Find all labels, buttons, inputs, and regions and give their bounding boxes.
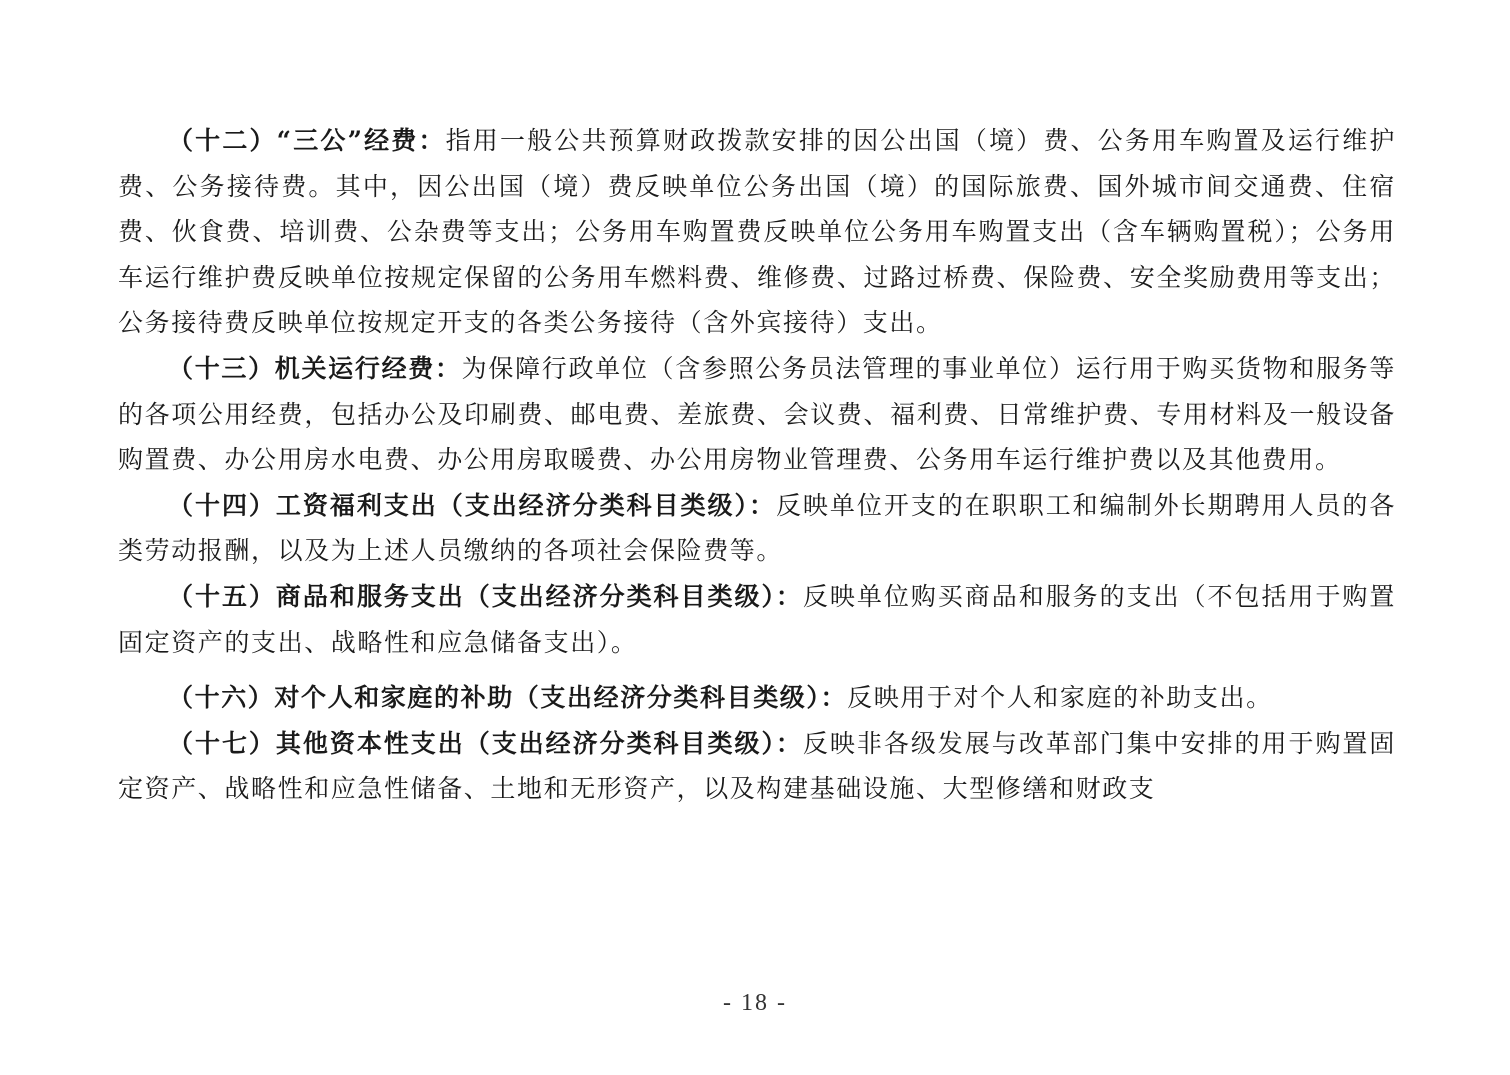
paragraph-twelve (118, 118, 1396, 346)
paragraph-heading: （十七）其他资本性支出（支出经济分类科目类级）： (168, 728, 803, 758)
paragraph-sixteen (118, 675, 1396, 721)
paragraph-heading: （十四）工资福利支出（支出经济分类科目类级）： (168, 490, 776, 520)
paragraph-text: 反映单位开支的在职职工和编制外长期聘用人员的各类劳动报酬，以及为上述人员缴纳的各项社会保险费等。 (118, 490, 1396, 566)
paragraph-fourteen (118, 483, 1396, 574)
paragraph-text: 指用一般公共预算财政拨款安排的因公出国（境）费、公务用车购置及运行维护费、公务接待费。其中，因公出国（境）费反映单位公务出国（境）的国际旅费、国外城市间交通费、住宿费、伙食费、培训费、公杂费等支出；公务用车购置费反映单位公务用车购置支出（含车辆购置税）；公务用车运行维护费反映单位按规定保留的公务用车燃料费、维修费、过路过桥费、保险费、安全奖励费用等支出；公务接待费反映单位按规定开支的各类公务接待（含外宾接待）支出。 (118, 126, 1396, 338)
paragraph-seventeen (118, 721, 1396, 812)
paragraph-heading: （十五）商品和服务支出（支出经济分类科目类级）： (168, 581, 803, 611)
paragraph-text: 为保障行政单位（含参照公务员法管理的事业单位）运行用于购买货物和服务等的各项公用经费，包括办公及印刷费、邮电费、差旅费、会议费、福利费、日常维护费、专用材料及一般设备购置费、办公用房水电费、办公用房取暖费、办公用房物业管理费、公务用车运行维护费以及其他费用。 (118, 353, 1396, 475)
paragraph-text: 反映非各级发展与改革部门集中安排的用于购置固定资产、战略性和应急性储备、土地和无形资产，以及构建基础设施、大型修缮和财政支 (118, 728, 1397, 804)
document-body (118, 118, 1396, 812)
paragraph-thirteen (118, 346, 1396, 483)
paragraph-heading: （十三）机关运行经费： (168, 353, 462, 383)
paragraph-fifteen (118, 574, 1396, 665)
paragraph-heading: （十二）“三公”经费： (168, 126, 446, 155)
page-number: - 18 - (723, 990, 787, 1016)
paragraph-text: 反映单位购买商品和服务的支出（不包括用于购置固定资产的支出、战略性和应急储备支出）。 (118, 581, 1397, 657)
paragraph-heading: （十六）对个人和家庭的补助（支出经济分类科目类级）： (168, 683, 848, 713)
paragraph-text: 反映用于对个人和家庭的补助支出。 (847, 683, 1273, 713)
